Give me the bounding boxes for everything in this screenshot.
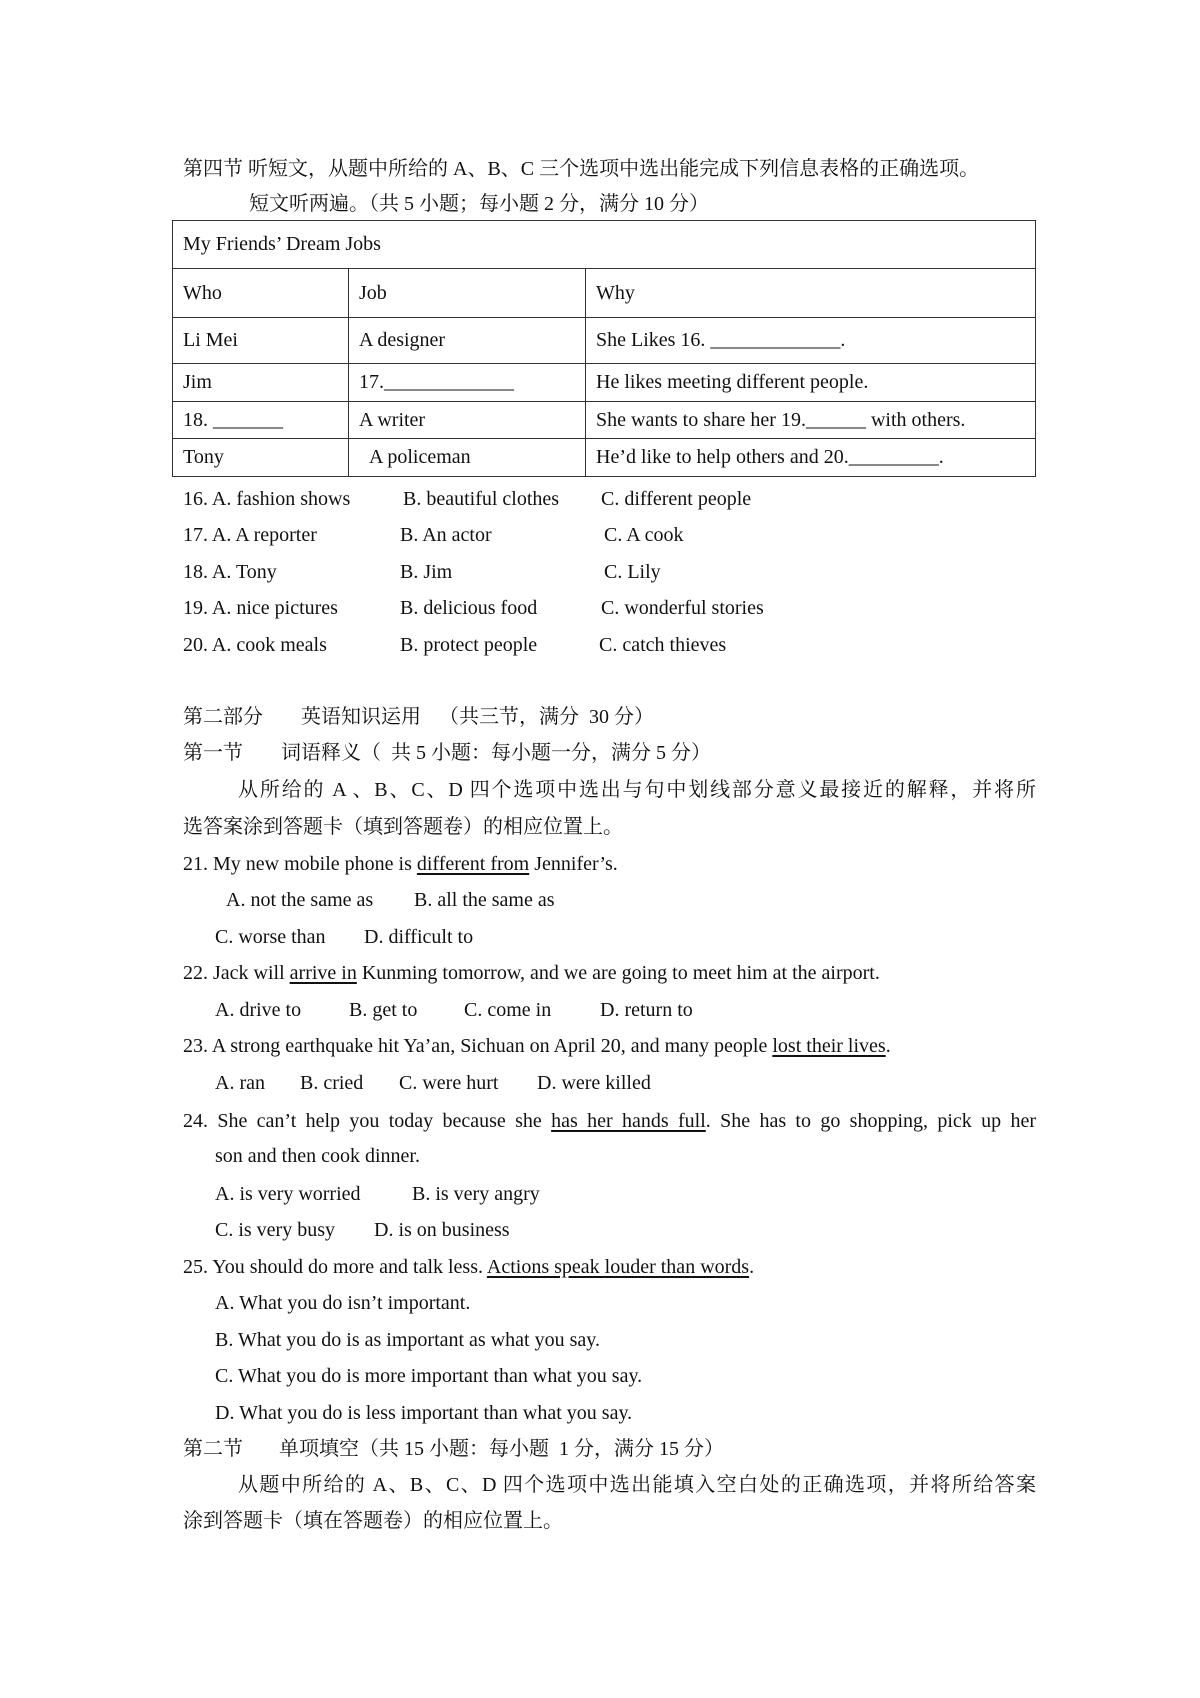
sec1-title: 词语释义（ 共 5 小题：每小题一分，满分 5 分） xyxy=(281,742,711,764)
sec2-instruction: 从题中所给的 A、B、C、D 四个选项中选出能填入空白处的正确选项，并将所给答案 xyxy=(238,1474,1036,1496)
underlined-phrase: arrive in xyxy=(289,962,357,984)
part2-score: （共三节，满分 30 分） xyxy=(439,706,654,728)
sec1-instruction: 从所给的 A 、B、C、D 四个选项中选出与句中划线部分意义最接近的解释，并将所 xyxy=(238,779,1036,801)
option: A. not the same as xyxy=(226,889,374,911)
table-caption: My Friends’ Dream Jobs xyxy=(183,233,381,255)
option: A. ran xyxy=(215,1072,265,1094)
option: C. come in xyxy=(464,999,552,1021)
section4-title: 第四节 听短文，从题中所给的 A、B、C 三个选项中选出能完成下列信息表格的正确选项。 xyxy=(183,158,980,180)
q-text: Kunming tomorrow, and we are going to meet him at the airport. xyxy=(356,962,880,984)
question-22 xyxy=(183,962,880,984)
option: 19. A. nice pictures xyxy=(183,597,338,619)
option: 18. A. Tony xyxy=(183,561,277,583)
option: B. delicious food xyxy=(400,597,538,619)
underlined-phrase: has her hands full xyxy=(551,1110,706,1132)
option: A. What you do isn’t important. xyxy=(215,1292,471,1314)
cell: 18. _______ xyxy=(183,408,283,431)
q-text: 23. A strong earthquake hit Ya’an, Sichuan on April 20, and many people xyxy=(183,1035,773,1057)
option: A. drive to xyxy=(215,999,302,1021)
question-24 xyxy=(183,1110,1036,1132)
cell: She Likes 16. _____________. xyxy=(585,318,1035,363)
sec1-instruction: 选答案涂到答题卡（填到答题卷）的相应位置上。 xyxy=(183,816,623,838)
cell: A writer xyxy=(348,402,585,438)
option: B. get to xyxy=(349,999,418,1021)
option: C. were hurt xyxy=(399,1072,499,1094)
option: B. all the same as xyxy=(414,889,555,911)
cell: A policeman xyxy=(348,439,585,476)
option: C. catch thieves xyxy=(599,634,727,656)
option: D. What you do is less important than what you say. xyxy=(215,1402,633,1424)
option: C. wonderful stories xyxy=(601,597,764,619)
question-25 xyxy=(183,1256,754,1278)
q-text: Jennifer’s. xyxy=(529,853,618,875)
q-text: 24. She can’t help you today because she xyxy=(183,1110,552,1132)
part2-title: 英语知识运用 xyxy=(301,706,421,728)
header-why: Why xyxy=(585,269,1035,317)
option: B. cried xyxy=(300,1072,364,1094)
cell: She wants to share her 19.______ with others. xyxy=(585,402,1035,438)
table-row xyxy=(173,401,1035,438)
option: B. is very angry xyxy=(412,1183,540,1205)
question-23 xyxy=(183,1035,891,1057)
sec2-instruction: 涂到答题卡（填在答题卷）的相应位置上。 xyxy=(183,1510,563,1532)
cell: A designer xyxy=(348,318,585,363)
option: C. Lily xyxy=(604,561,661,583)
option: B. Jim xyxy=(400,561,453,583)
option: C. A cook xyxy=(604,524,684,546)
part2-label: 第二部分 xyxy=(183,706,263,728)
cell: He likes meeting different people. xyxy=(585,364,1035,401)
option: B. What you do is as important as what you say. xyxy=(215,1329,600,1351)
sec2-label: 第二节 xyxy=(183,1438,243,1460)
q-text: son and then cook dinner. xyxy=(215,1145,420,1167)
section4-note: 短文听两遍。（共 5 小题；每小题 2 分，满分 10 分） xyxy=(249,193,709,215)
option: C. What you do is more important than what you say. xyxy=(215,1365,643,1387)
q-text: . xyxy=(885,1035,891,1057)
option: 20. A. cook meals xyxy=(183,634,327,656)
option: 17. A. A reporter xyxy=(183,524,317,546)
option: D. were killed xyxy=(537,1072,651,1094)
table-row xyxy=(173,363,1035,401)
option: D. return to xyxy=(600,999,693,1021)
q-text: 25. You should do more and talk less. xyxy=(183,1256,487,1278)
question-21 xyxy=(183,853,618,875)
q-text: 21. My new mobile phone is xyxy=(183,853,417,875)
cell: He’d like to help others and 20._________. xyxy=(585,439,1035,476)
table-row xyxy=(173,317,1035,363)
option: C. is very busy xyxy=(215,1219,335,1241)
option: A. is very worried xyxy=(215,1183,361,1205)
underlined-phrase: Actions speak louder than words xyxy=(486,1256,750,1278)
dream-jobs-table xyxy=(172,220,1036,477)
header-who: Who xyxy=(183,281,222,304)
underlined-phrase: different from xyxy=(416,853,530,875)
option: 16. A. fashion shows xyxy=(183,488,351,510)
cell: Jim xyxy=(183,371,212,393)
option: C. different people xyxy=(601,488,752,510)
option: D. difficult to xyxy=(364,926,474,948)
option: B. protect people xyxy=(400,634,538,656)
sec2-title: 单项填空（共 15 小题：每小题 1 分，满分 15 分） xyxy=(279,1438,724,1460)
q-text: . xyxy=(749,1256,755,1278)
option: C. worse than xyxy=(215,926,326,948)
q-text: 22. Jack will xyxy=(183,962,290,984)
header-job: Job xyxy=(348,269,585,317)
option: B. beautiful clothes xyxy=(403,488,560,510)
table-row xyxy=(173,438,1035,476)
cell: Tony xyxy=(183,446,224,468)
cell: 17._____________ xyxy=(348,364,585,401)
option: D. is on business xyxy=(374,1219,510,1241)
option: B. An actor xyxy=(400,524,492,546)
cell: Li Mei xyxy=(183,329,238,351)
underlined-phrase: lost their lives xyxy=(772,1035,886,1057)
sec1-label: 第一节 xyxy=(183,742,243,764)
q-text: . She has to go shopping, pick up her xyxy=(705,1110,1036,1132)
table-header-row xyxy=(173,268,1035,317)
